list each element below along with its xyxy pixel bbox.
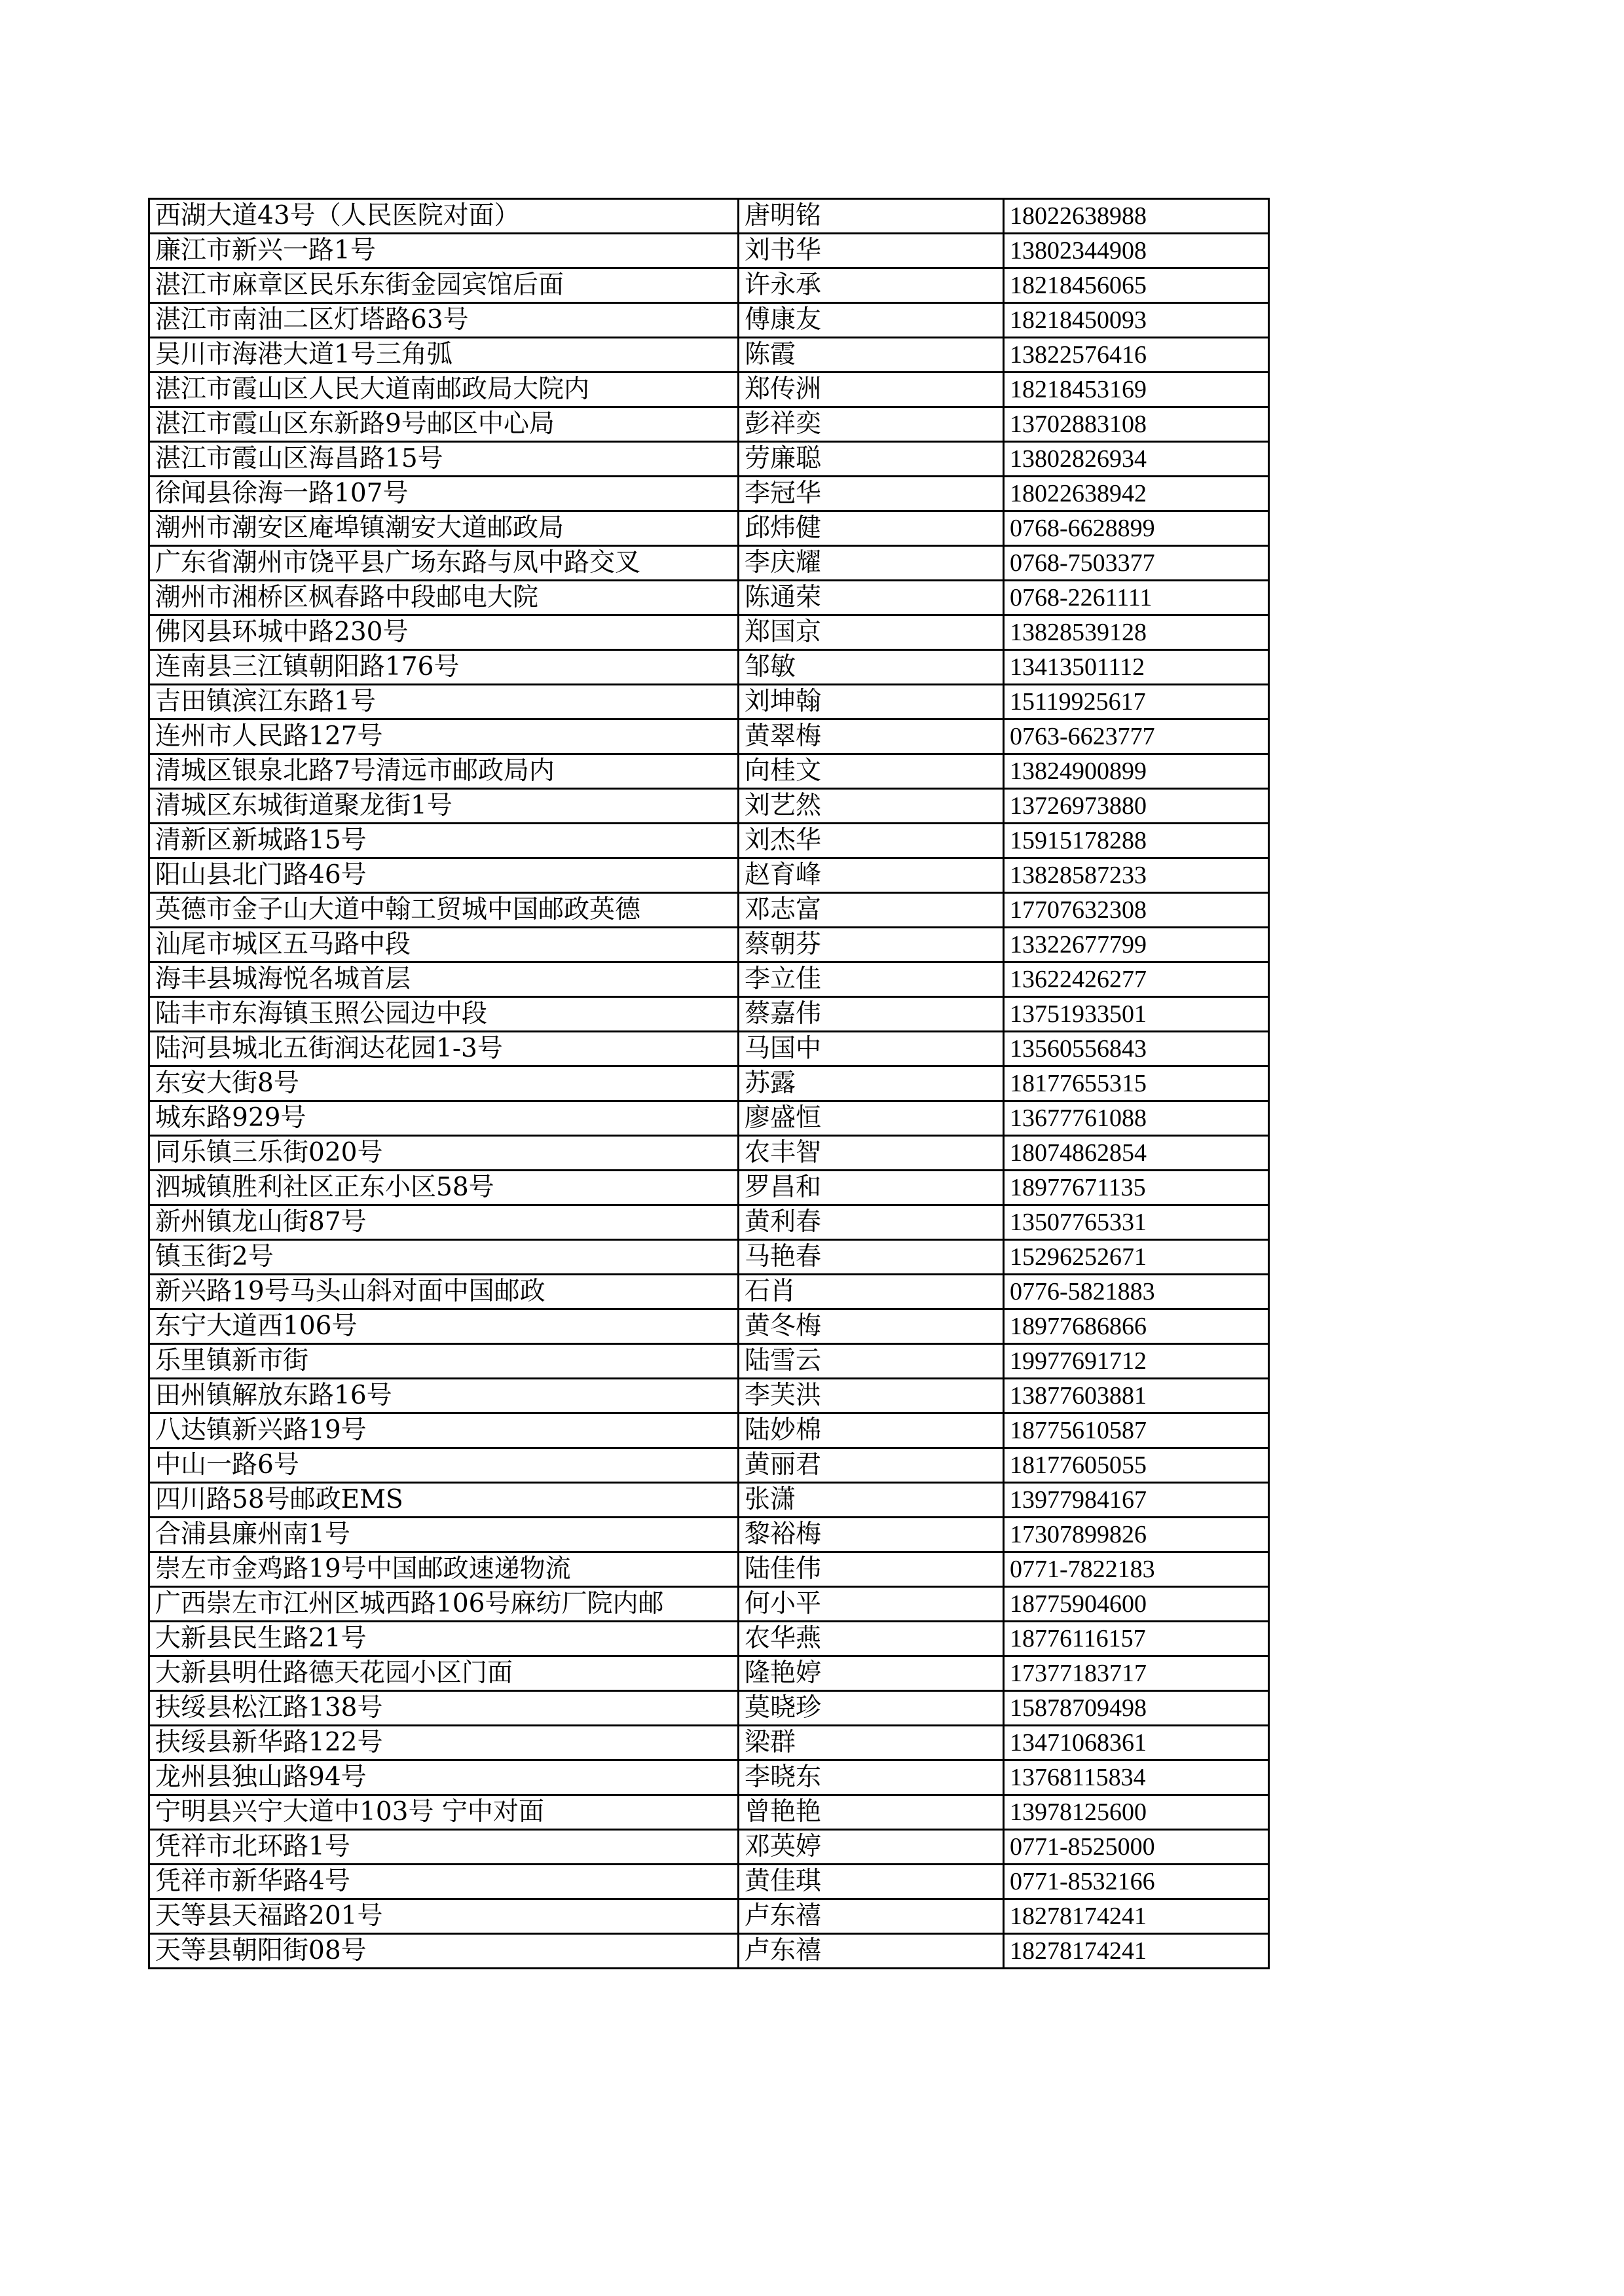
phone-cell: 18977671135 xyxy=(1004,1171,1269,1205)
phone-cell: 18278174241 xyxy=(1004,1899,1269,1934)
address-cell: 湛江市南油二区灯塔路63号 xyxy=(149,303,739,338)
name-cell: 卢东禧 xyxy=(739,1934,1004,1969)
name-cell: 农丰智 xyxy=(739,1136,1004,1171)
table-row xyxy=(149,1205,1269,1240)
address-cell: 湛江市麻章区民乐东街金园宾馆后面 xyxy=(149,268,739,303)
table-row xyxy=(149,1448,1269,1483)
table-row xyxy=(149,1865,1269,1899)
phone-cell: 18022638942 xyxy=(1004,477,1269,511)
phone-cell: 13977984167 xyxy=(1004,1483,1269,1518)
name-cell: 彭祥奕 xyxy=(739,407,1004,442)
name-cell: 李冠华 xyxy=(739,477,1004,511)
table-row xyxy=(149,1379,1269,1413)
phone-cell: 13677761088 xyxy=(1004,1101,1269,1136)
phone-cell: 18775904600 xyxy=(1004,1587,1269,1622)
name-cell: 刘艺然 xyxy=(739,789,1004,824)
address-cell: 海丰县城海悦名城首层 xyxy=(149,962,739,997)
table-row xyxy=(149,1830,1269,1865)
table-row xyxy=(149,303,1269,338)
table-row xyxy=(149,928,1269,962)
table-row xyxy=(149,1171,1269,1205)
address-cell: 八达镇新兴路19号 xyxy=(149,1413,739,1448)
table-row xyxy=(149,962,1269,997)
table-row xyxy=(149,373,1269,407)
address-cell: 清城区银泉北路7号清远市邮政局内 xyxy=(149,754,739,789)
address-cell: 廉江市新兴一路1号 xyxy=(149,234,739,268)
table-row xyxy=(149,1275,1269,1309)
contact-table xyxy=(148,198,1270,1969)
table-row xyxy=(149,893,1269,928)
address-cell: 新兴路19号马头山斜对面中国邮政 xyxy=(149,1275,739,1309)
address-cell: 扶绥县松江路138号 xyxy=(149,1691,739,1726)
table-row xyxy=(149,1691,1269,1726)
phone-cell: 0771-7822183 xyxy=(1004,1552,1269,1587)
name-cell: 黄翠梅 xyxy=(739,720,1004,754)
name-cell: 向桂文 xyxy=(739,754,1004,789)
name-cell: 黄冬梅 xyxy=(739,1309,1004,1344)
table-row xyxy=(149,1309,1269,1344)
phone-cell: 13322677799 xyxy=(1004,928,1269,962)
address-cell: 清城区东城街道聚龙街1号 xyxy=(149,789,739,824)
phone-cell: 0763-6623777 xyxy=(1004,720,1269,754)
name-cell: 陆雪云 xyxy=(739,1344,1004,1379)
name-cell: 赵育峰 xyxy=(739,858,1004,893)
address-cell: 新州镇龙山街87号 xyxy=(149,1205,739,1240)
address-cell: 乐里镇新市街 xyxy=(149,1344,739,1379)
phone-cell: 19977691712 xyxy=(1004,1344,1269,1379)
address-cell: 陆河县城北五街润达花园1-3号 xyxy=(149,1032,739,1066)
name-cell: 刘杰华 xyxy=(739,824,1004,858)
name-cell: 李晓东 xyxy=(739,1760,1004,1795)
table-row xyxy=(149,442,1269,477)
address-cell: 徐闻县徐海一路107号 xyxy=(149,477,739,511)
name-cell: 陆妙棉 xyxy=(739,1413,1004,1448)
address-cell: 阳山县北门路46号 xyxy=(149,858,739,893)
address-cell: 英德市金子山大道中翰工贸城中国邮政英德 xyxy=(149,893,739,928)
phone-cell: 13877603881 xyxy=(1004,1379,1269,1413)
table-row xyxy=(149,1483,1269,1518)
address-cell: 合浦县廉州南1号 xyxy=(149,1518,739,1552)
address-cell: 镇玉街2号 xyxy=(149,1240,739,1275)
address-cell: 泗城镇胜利社区正东小区58号 xyxy=(149,1171,739,1205)
phone-cell: 13822576416 xyxy=(1004,338,1269,373)
name-cell: 李立佳 xyxy=(739,962,1004,997)
phone-cell: 0768-7503377 xyxy=(1004,546,1269,581)
name-cell: 李庆耀 xyxy=(739,546,1004,581)
table-row xyxy=(149,1934,1269,1969)
table-row xyxy=(149,234,1269,268)
table-row xyxy=(149,477,1269,511)
address-cell: 吉田镇滨江东路1号 xyxy=(149,685,739,720)
contact-table-body xyxy=(149,199,1269,1969)
address-cell: 龙州县独山路94号 xyxy=(149,1760,739,1795)
address-cell: 崇左市金鸡路19号中国邮政速递物流 xyxy=(149,1552,739,1587)
name-cell: 莫晓珍 xyxy=(739,1691,1004,1726)
table-row xyxy=(149,1656,1269,1691)
name-cell: 傅康友 xyxy=(739,303,1004,338)
address-cell: 西湖大道43号（人民医院对面） xyxy=(149,199,739,234)
table-row xyxy=(149,1518,1269,1552)
table-row xyxy=(149,1726,1269,1760)
phone-cell: 13978125600 xyxy=(1004,1795,1269,1830)
phone-cell: 18022638988 xyxy=(1004,199,1269,234)
phone-cell: 0771-8525000 xyxy=(1004,1830,1269,1865)
table-row xyxy=(149,650,1269,685)
phone-cell: 15878709498 xyxy=(1004,1691,1269,1726)
name-cell: 邱炜健 xyxy=(739,511,1004,546)
phone-cell: 18074862854 xyxy=(1004,1136,1269,1171)
phone-cell: 18218450093 xyxy=(1004,303,1269,338)
name-cell: 石肖 xyxy=(739,1275,1004,1309)
table-row xyxy=(149,1240,1269,1275)
name-cell: 李芙洪 xyxy=(739,1379,1004,1413)
table-row xyxy=(149,1101,1269,1136)
table-row xyxy=(149,1552,1269,1587)
phone-cell: 17707632308 xyxy=(1004,893,1269,928)
table-row xyxy=(149,199,1269,234)
name-cell: 刘书华 xyxy=(739,234,1004,268)
address-cell: 连南县三江镇朝阳路176号 xyxy=(149,650,739,685)
phone-cell: 18177605055 xyxy=(1004,1448,1269,1483)
name-cell: 廖盛恒 xyxy=(739,1101,1004,1136)
table-row xyxy=(149,268,1269,303)
name-cell: 马艳春 xyxy=(739,1240,1004,1275)
table-row xyxy=(149,1032,1269,1066)
name-cell: 曾艳艳 xyxy=(739,1795,1004,1830)
phone-cell: 18278174241 xyxy=(1004,1934,1269,1969)
phone-cell: 17307899826 xyxy=(1004,1518,1269,1552)
name-cell: 陆佳伟 xyxy=(739,1552,1004,1587)
phone-cell: 13507765331 xyxy=(1004,1205,1269,1240)
table-row xyxy=(149,1760,1269,1795)
address-cell: 广西崇左市江州区城西路106号麻纺厂院内邮 xyxy=(149,1587,739,1622)
address-cell: 中山一路6号 xyxy=(149,1448,739,1483)
address-cell: 广东省潮州市饶平县广场东路与凤中路交叉 xyxy=(149,546,739,581)
address-cell: 大新县明仕路德天花园小区门面 xyxy=(149,1656,739,1691)
phone-cell: 13802826934 xyxy=(1004,442,1269,477)
name-cell: 何小平 xyxy=(739,1587,1004,1622)
phone-cell: 13560556843 xyxy=(1004,1032,1269,1066)
name-cell: 邓志富 xyxy=(739,893,1004,928)
phone-cell: 13622426277 xyxy=(1004,962,1269,997)
name-cell: 隆艳婷 xyxy=(739,1656,1004,1691)
phone-cell: 13751933501 xyxy=(1004,997,1269,1032)
name-cell: 许永承 xyxy=(739,268,1004,303)
address-cell: 潮州市潮安区庵埠镇潮安大道邮政局 xyxy=(149,511,739,546)
table-row xyxy=(149,1587,1269,1622)
name-cell: 马国中 xyxy=(739,1032,1004,1066)
table-row xyxy=(149,338,1269,373)
name-cell: 农华燕 xyxy=(739,1622,1004,1656)
phone-cell: 13702883108 xyxy=(1004,407,1269,442)
phone-cell: 18776116157 xyxy=(1004,1622,1269,1656)
phone-cell: 13413501112 xyxy=(1004,650,1269,685)
address-cell: 天等县天福路201号 xyxy=(149,1899,739,1934)
table-row xyxy=(149,1344,1269,1379)
phone-cell: 13824900899 xyxy=(1004,754,1269,789)
address-cell: 东安大街8号 xyxy=(149,1066,739,1101)
table-row xyxy=(149,720,1269,754)
phone-cell: 0768-2261111 xyxy=(1004,581,1269,615)
table-row xyxy=(149,1795,1269,1830)
name-cell: 黄佳琪 xyxy=(739,1865,1004,1899)
address-cell: 扶绥县新华路122号 xyxy=(149,1726,739,1760)
phone-cell: 0771-8532166 xyxy=(1004,1865,1269,1899)
phone-cell: 13828539128 xyxy=(1004,615,1269,650)
name-cell: 黄丽君 xyxy=(739,1448,1004,1483)
phone-cell: 13471068361 xyxy=(1004,1726,1269,1760)
table-row xyxy=(149,1899,1269,1934)
table-row xyxy=(149,511,1269,546)
address-cell: 大新县民生路21号 xyxy=(149,1622,739,1656)
phone-cell: 15296252671 xyxy=(1004,1240,1269,1275)
phone-cell: 15915178288 xyxy=(1004,824,1269,858)
table-row xyxy=(149,858,1269,893)
table-row xyxy=(149,1066,1269,1101)
table-row xyxy=(149,789,1269,824)
phone-cell: 17377183717 xyxy=(1004,1656,1269,1691)
address-cell: 陆丰市东海镇玉照公园边中段 xyxy=(149,997,739,1032)
address-cell: 佛冈县环城中路230号 xyxy=(149,615,739,650)
name-cell: 梁群 xyxy=(739,1726,1004,1760)
table-row xyxy=(149,1622,1269,1656)
address-cell: 宁明县兴宁大道中103号 宁中对面 xyxy=(149,1795,739,1830)
address-cell: 东宁大道西106号 xyxy=(149,1309,739,1344)
name-cell: 卢东禧 xyxy=(739,1899,1004,1934)
phone-cell: 18218456065 xyxy=(1004,268,1269,303)
table-row xyxy=(149,581,1269,615)
table-row xyxy=(149,407,1269,442)
address-cell: 凭祥市北环路1号 xyxy=(149,1830,739,1865)
phone-cell: 15119925617 xyxy=(1004,685,1269,720)
name-cell: 黄利春 xyxy=(739,1205,1004,1240)
address-cell: 湛江市霞山区人民大道南邮政局大院内 xyxy=(149,373,739,407)
name-cell: 刘坤翰 xyxy=(739,685,1004,720)
address-cell: 湛江市霞山区海昌路15号 xyxy=(149,442,739,477)
address-cell: 清新区新城路15号 xyxy=(149,824,739,858)
phone-cell: 0776-5821883 xyxy=(1004,1275,1269,1309)
name-cell: 张潇 xyxy=(739,1483,1004,1518)
address-cell: 同乐镇三乐街020号 xyxy=(149,1136,739,1171)
table-row xyxy=(149,754,1269,789)
name-cell: 劳廉聪 xyxy=(739,442,1004,477)
name-cell: 苏露 xyxy=(739,1066,1004,1101)
table-row xyxy=(149,824,1269,858)
name-cell: 陈霞 xyxy=(739,338,1004,373)
address-cell: 田州镇解放东路16号 xyxy=(149,1379,739,1413)
address-cell: 四川路58号邮政EMS xyxy=(149,1483,739,1518)
name-cell: 蔡嘉伟 xyxy=(739,997,1004,1032)
phone-cell: 18977686866 xyxy=(1004,1309,1269,1344)
address-cell: 潮州市湘桥区枫春路中段邮电大院 xyxy=(149,581,739,615)
address-cell: 天等县朝阳街08号 xyxy=(149,1934,739,1969)
table-row xyxy=(149,685,1269,720)
name-cell: 邹敏 xyxy=(739,650,1004,685)
phone-cell: 18177655315 xyxy=(1004,1066,1269,1101)
phone-cell: 13828587233 xyxy=(1004,858,1269,893)
address-cell: 城东路929号 xyxy=(149,1101,739,1136)
name-cell: 陈通荣 xyxy=(739,581,1004,615)
phone-cell: 0768-6628899 xyxy=(1004,511,1269,546)
table-row xyxy=(149,546,1269,581)
name-cell: 邓英婷 xyxy=(739,1830,1004,1865)
table-row xyxy=(149,997,1269,1032)
table-row xyxy=(149,1136,1269,1171)
name-cell: 唐明铭 xyxy=(739,199,1004,234)
name-cell: 蔡朝芬 xyxy=(739,928,1004,962)
address-cell: 凭祥市新华路4号 xyxy=(149,1865,739,1899)
address-cell: 吴川市海港大道1号三角弧 xyxy=(149,338,739,373)
address-cell: 汕尾市城区五马路中段 xyxy=(149,928,739,962)
address-cell: 湛江市霞山区东新路9号邮区中心局 xyxy=(149,407,739,442)
phone-cell: 13768115834 xyxy=(1004,1760,1269,1795)
phone-cell: 13802344908 xyxy=(1004,234,1269,268)
address-cell: 连州市人民路127号 xyxy=(149,720,739,754)
phone-cell: 18218453169 xyxy=(1004,373,1269,407)
name-cell: 罗昌和 xyxy=(739,1171,1004,1205)
table-row xyxy=(149,615,1269,650)
name-cell: 郑国京 xyxy=(739,615,1004,650)
phone-cell: 13726973880 xyxy=(1004,789,1269,824)
table-row xyxy=(149,1413,1269,1448)
name-cell: 黎裕梅 xyxy=(739,1518,1004,1552)
name-cell: 郑传洲 xyxy=(739,373,1004,407)
phone-cell: 18775610587 xyxy=(1004,1413,1269,1448)
